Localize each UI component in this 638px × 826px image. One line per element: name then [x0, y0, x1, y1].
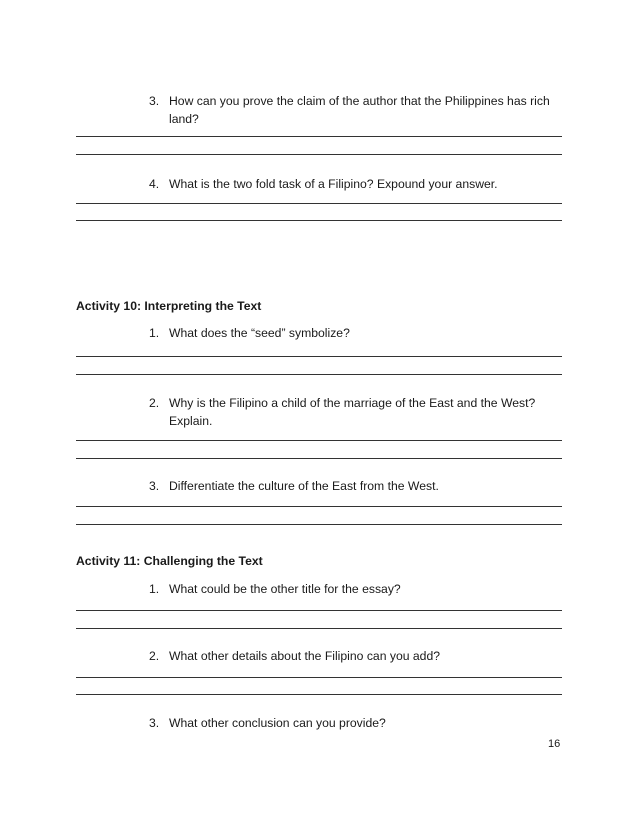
question-number: 4.	[149, 177, 160, 191]
question-text: What is the two fold task of a Filipino? Expound your answer.	[169, 177, 498, 191]
answer-line[interactable]	[76, 524, 562, 525]
question-number: 3.	[149, 94, 160, 108]
answer-line[interactable]	[76, 220, 562, 221]
question-item	[149, 714, 569, 732]
answer-line[interactable]	[76, 356, 562, 357]
answer-line[interactable]	[76, 440, 562, 441]
answer-line[interactable]	[76, 136, 562, 137]
question-number: 1.	[149, 326, 160, 340]
question-text: Differentiate the culture of the East from the West.	[169, 479, 439, 493]
page-number: 16	[548, 738, 561, 750]
question-number: 3.	[149, 716, 160, 730]
question-text: What does the “seed” symbolize?	[169, 326, 350, 340]
answer-line[interactable]	[76, 677, 562, 678]
answer-line[interactable]	[76, 610, 562, 611]
answer-line[interactable]	[76, 628, 562, 629]
answer-line[interactable]	[76, 203, 562, 204]
question-item	[149, 175, 569, 193]
answer-line[interactable]	[76, 154, 562, 155]
question-number: 2.	[149, 649, 160, 663]
question-item	[149, 580, 569, 598]
question-text: What could be the other title for the essay?	[169, 582, 401, 596]
question-item	[149, 324, 569, 342]
question-text: What other conclusion can you provide?	[169, 716, 386, 730]
answer-line[interactable]	[76, 458, 562, 459]
question-text: What other details about the Filipino can you add?	[169, 649, 441, 663]
question-text: How can you prove the claim of the author that the Philippines has rich land?	[169, 94, 550, 126]
question-item	[149, 477, 569, 495]
answer-line[interactable]	[76, 694, 562, 695]
answer-line[interactable]	[76, 506, 562, 507]
question-number: 3.	[149, 479, 160, 493]
question-text: Why is the Filipino a child of the marriage of the East and the West? Explain.	[169, 396, 536, 428]
question-number: 1.	[149, 582, 160, 596]
question-item	[149, 92, 569, 128]
activity-heading: Activity 10: Interpreting the Text	[76, 299, 262, 313]
question-number: 2.	[149, 396, 160, 410]
question-item	[149, 647, 569, 665]
answer-line[interactable]	[76, 374, 562, 375]
activity-heading: Activity 11: Challenging the Text	[76, 554, 263, 568]
question-item	[149, 394, 569, 430]
